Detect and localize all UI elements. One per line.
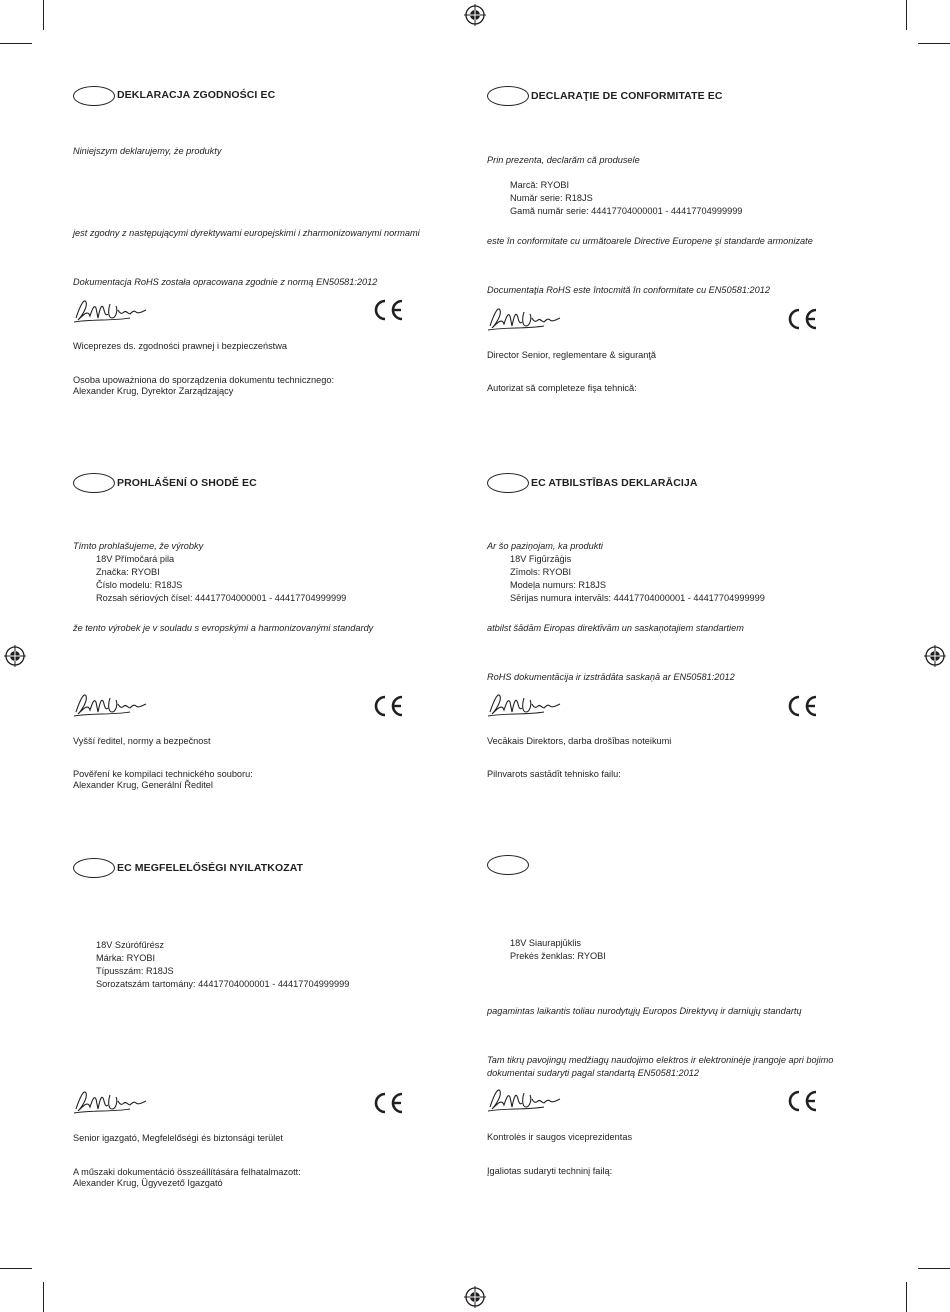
crop-mark bbox=[43, 0, 44, 30]
position-text: Wiceprezes ds. zgodności prawnej i bezpieczeństwa bbox=[73, 341, 287, 351]
signature-icon bbox=[486, 304, 576, 332]
product-line: Modeļa numurs: R18JS bbox=[510, 580, 607, 590]
authorized-name: Alexander Krug, Ügyvezető Igazgató bbox=[73, 1178, 223, 1188]
ce-mark-icon bbox=[785, 1089, 819, 1113]
intro-text: Prin prezenta, declarăm că produsele bbox=[487, 155, 640, 165]
product-lines bbox=[96, 939, 349, 991]
language-oval bbox=[73, 86, 115, 106]
authorized-text: Osoba upoważniona do sporządzenia dokumentu technicznego: bbox=[73, 375, 335, 385]
registration-mark-icon bbox=[464, 4, 486, 26]
crop-mark bbox=[906, 0, 907, 30]
directives-text: atbilst šādām Eiropas direktīvām un saskaņotajiem standartiem bbox=[487, 623, 744, 633]
crop-mark bbox=[918, 1268, 950, 1269]
signature-icon bbox=[72, 690, 162, 718]
authorized-text: Pilnvarots sastādīt tehnisko failu: bbox=[487, 769, 621, 779]
position-text: Vyšší ředitel, normy a bezpečnost bbox=[73, 736, 211, 746]
authorized-text: Autorizat să completeze fişa tehnică: bbox=[487, 383, 637, 393]
authorized-text: A műszaki dokumentáció összeállítására felhatalmazott: bbox=[73, 1167, 301, 1177]
rohs-text-line2: dokumentai sudaryti pagal standartą EN50581:2012 bbox=[487, 1068, 699, 1078]
section-title: EC MEGFELELŐSÉGI NYILATKOZAT bbox=[117, 862, 304, 874]
intro-text: Tímto prohlašujeme, že výrobky bbox=[73, 541, 204, 551]
product-line: 18V Szúrófűrész bbox=[96, 940, 164, 950]
rohs-text: Dokumentacja RoHS została opracowana zgodnie z normą EN50581:2012 bbox=[73, 277, 378, 287]
registration-mark-icon bbox=[464, 1286, 486, 1308]
signature-icon bbox=[486, 1085, 576, 1113]
intro-text: Niniejszym deklarujemy, że produkty bbox=[73, 146, 222, 156]
product-line: Gamă număr serie: 44417704000001 - 44417704999999 bbox=[510, 206, 743, 216]
product-lines bbox=[510, 179, 742, 218]
rohs-text: RoHS dokumentācija ir izstrādāta saskaņā ar EN50581:2012 bbox=[487, 672, 735, 682]
product-line: 18V Figūrzāģis bbox=[510, 554, 572, 564]
authorized-name: Alexander Krug, Dyrektor Zarządzający bbox=[73, 386, 234, 396]
position-text: Senior igazgató, Megfelelőségi és biztonsági terület bbox=[73, 1133, 283, 1143]
product-lines bbox=[510, 553, 765, 605]
product-line: Număr serie: R18JS bbox=[510, 193, 593, 203]
ce-mark-icon bbox=[785, 694, 819, 718]
product-line: Típusszám: R18JS bbox=[96, 966, 174, 976]
crop-mark bbox=[918, 43, 950, 44]
section-title: DECLARAŢIE DE CONFORMITATE EC bbox=[531, 90, 723, 102]
language-oval bbox=[487, 86, 529, 106]
signature-icon bbox=[72, 296, 162, 324]
authorized-text: Įgaliotas sudaryti techninį failą: bbox=[487, 1166, 613, 1176]
section-title: EC ATBILSTĪBAS DEKLARĀCIJA bbox=[531, 477, 698, 489]
crop-mark bbox=[906, 1282, 907, 1312]
rohs-text: Tam tikrų pavojingų medžiagų naudojimo elektros ir elektroninėje įrangoje apri bojimo bbox=[487, 1055, 834, 1065]
product-line: Marcă: RYOBI bbox=[510, 180, 570, 190]
position-text: Kontrolės ir saugos viceprezidentas bbox=[487, 1132, 633, 1142]
authorized-text: Pověření ke kompilaci technického souboru: bbox=[73, 769, 253, 779]
position-text: Director Senior, reglementare & siguranţă bbox=[487, 350, 657, 360]
product-line: Márka: RYOBI bbox=[96, 953, 156, 963]
directives-text: že tento výrobek je v souladu s evropskými a harmonizovanými standardy bbox=[73, 623, 374, 633]
ce-mark-icon bbox=[371, 1091, 405, 1115]
product-lines bbox=[96, 553, 346, 605]
directives-text: jest zgodny z następującymi dyrektywami europejskimi i zharmonizowanymi normami bbox=[73, 228, 420, 238]
product-line: Rozsah sériových čísel: 44417704000001 - 44417704999999 bbox=[96, 593, 347, 603]
signature-icon bbox=[72, 1087, 162, 1115]
signature-icon bbox=[486, 690, 576, 718]
product-line: Sorozatszám tartomány: 44417704000001 - 44417704999999 bbox=[96, 979, 350, 989]
product-line: Prekės ženklas: RYOBI bbox=[510, 951, 606, 961]
registration-mark-icon bbox=[4, 645, 26, 667]
intro-text: Ar šo paziņojam, ka produkti bbox=[487, 541, 603, 551]
crop-mark bbox=[0, 43, 32, 44]
registration-mark-icon bbox=[924, 645, 946, 667]
section-title: DEKLARACJA ZGODNOŚCI EC bbox=[117, 89, 276, 101]
language-oval bbox=[487, 855, 529, 875]
language-oval bbox=[73, 473, 115, 493]
position-text: Vecākais Direktors, darba drošības noteikumi bbox=[487, 736, 672, 746]
product-line: 18V Siaurapjūklis bbox=[510, 938, 581, 948]
product-line: Číslo modelu: R18JS bbox=[96, 580, 183, 590]
product-line: Zīmols: RYOBI bbox=[510, 567, 572, 577]
product-line: Značka: RYOBI bbox=[96, 567, 160, 577]
ce-mark-icon bbox=[371, 694, 405, 718]
rohs-text: Documentaţia RoHS este întocmită în conformitate cu EN50581:2012 bbox=[487, 285, 770, 295]
crop-mark bbox=[0, 1268, 32, 1269]
product-line: 18V Přímočará pila bbox=[96, 554, 175, 564]
directives-text: este în conformitate cu următoarele Directive Europene şi standarde armonizate bbox=[487, 236, 813, 246]
authorized-name: Alexander Krug, Generální Ředitel bbox=[73, 780, 213, 790]
language-oval bbox=[487, 473, 529, 493]
language-oval bbox=[73, 858, 115, 878]
section-title: PROHLÁŠENÍ O SHODĚ EC bbox=[117, 477, 257, 489]
ce-mark-icon bbox=[371, 298, 405, 322]
crop-mark bbox=[43, 1282, 44, 1312]
product-lines bbox=[510, 937, 606, 963]
product-line: Sērijas numura intervāls: 44417704000001 - 44417704999999 bbox=[510, 593, 765, 603]
ce-mark-icon bbox=[785, 307, 819, 331]
directives-text: pagamintas laikantis toliau nurodytųjų Europos Direktyvų ir darniųjų standartų bbox=[487, 1006, 802, 1016]
